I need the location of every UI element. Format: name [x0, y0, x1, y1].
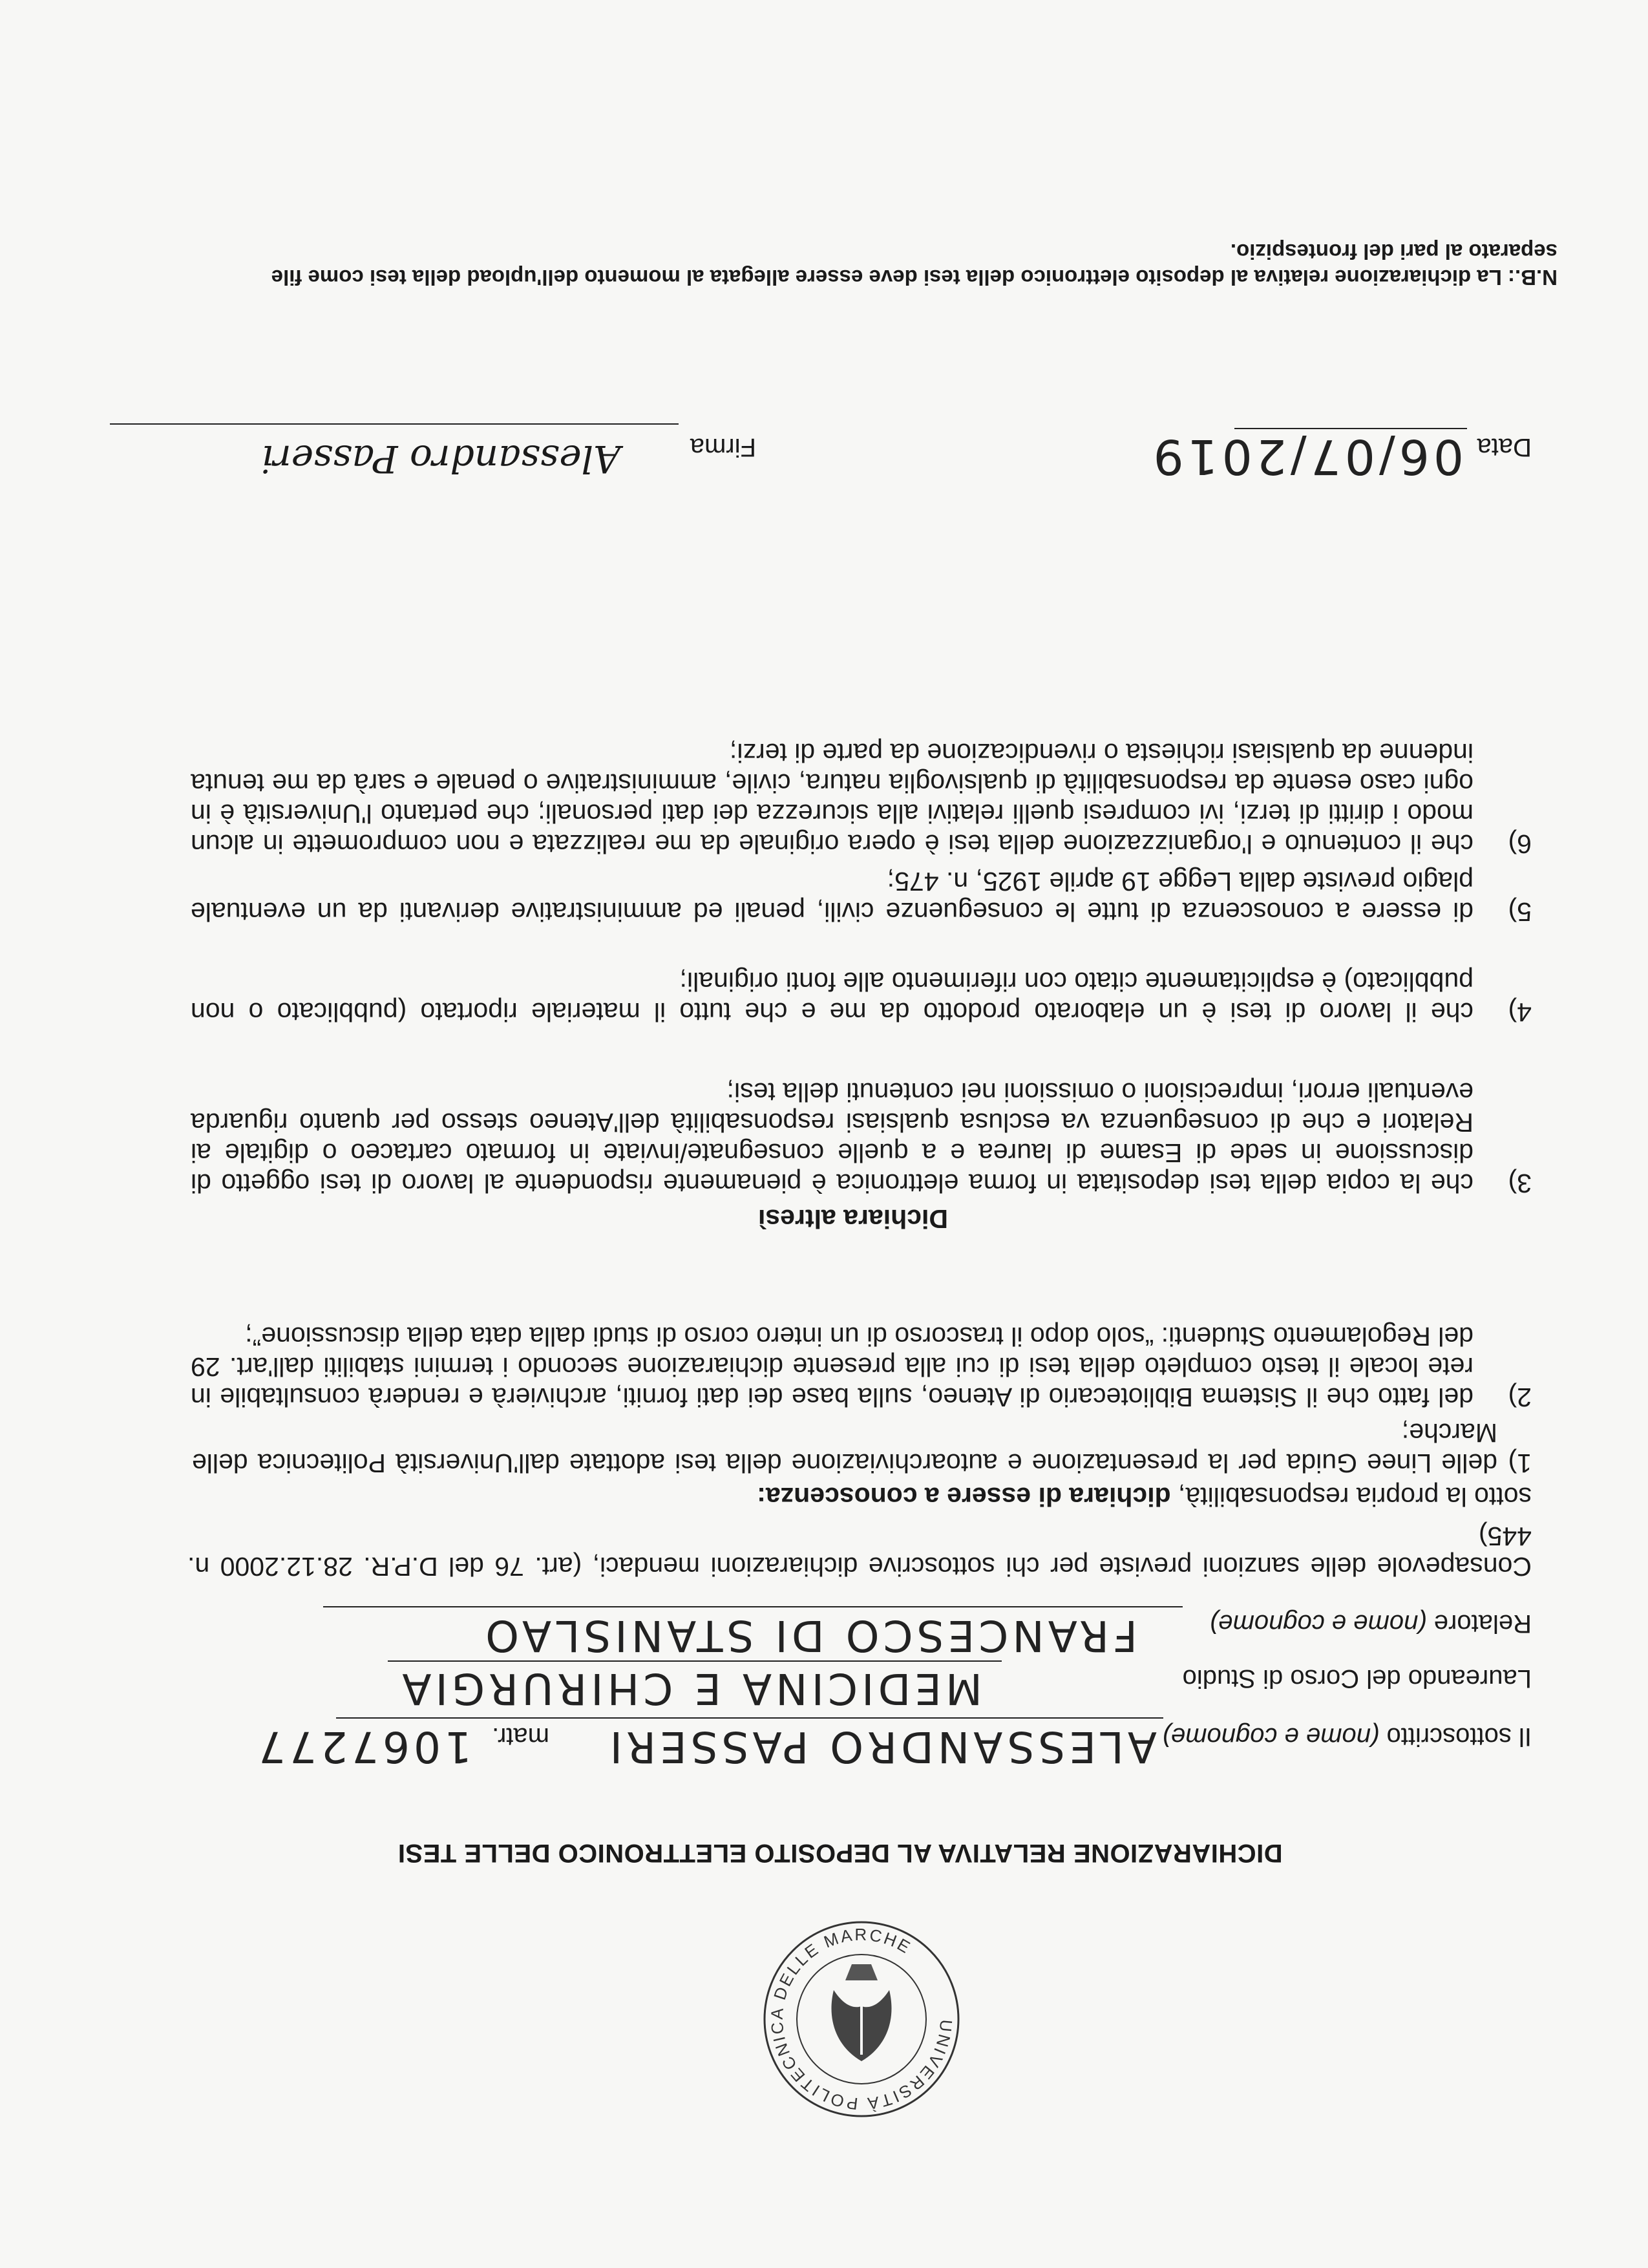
item-1-text: delle Linee Guida per la presentazione e autoarchiviazione della tesi adottate dall'Università Politecnica delle Marche;	[192, 1418, 1497, 1478]
relatore-row	[1210, 1609, 1532, 1638]
item-4-text: che il lavoro di tesi è un elaborato prodotto da me e che tutto il materiale riportato (pubblicato o non pubblicato) è esplicitamente citato con riferimento alle fonti originali;	[191, 967, 1474, 1027]
relatore-underline	[323, 1606, 1183, 1607]
sottoscritto-hint: (nome e cognome)	[1162, 1722, 1380, 1751]
data-underline	[1234, 428, 1467, 429]
consapevole-text: Consapevole delle sanzioni previste per chi sottoscrive dichiarazioni mendaci, (art. 76 del D.P.R. 28.12.2000 n. 445)	[187, 1521, 1532, 1582]
item-2-num: 2)	[1508, 1383, 1532, 1412]
data-value: 06/07/2019	[1149, 429, 1464, 484]
relatore-value: FRANCESCO DI STANISLAO	[481, 1611, 1137, 1660]
responsabilita-text: sotto la propria responsabilità,	[1178, 1482, 1532, 1512]
university-seal-icon	[761, 1919, 962, 2119]
item-3-text: che la copia della tesi depositata in forma elettronica è pienamente rispondente al lavoro di tesi oggetto di discussione in sede di Esame di laurea e a quelle consegnate/inviate in formato cartaceo o digitale ai Relatori e che di conseguenza va esclusa qualsiasi responsabilità dell'Ateneo stesso per quanto riguarda eventuali errori, imprecisioni o omissioni nei contenuti della tesi;	[191, 1077, 1474, 1198]
seal-ring-text: UNIVERSITÀ POLITECNICA DELLE MARCHE	[766, 1924, 956, 2114]
dichiara-altresi-heading: Dichiara altresì	[758, 1204, 948, 1234]
sottoscritto-underline	[336, 1717, 1163, 1719]
firma-label: Firma	[690, 433, 756, 461]
corso-label: Laureando del Corso di Studio	[1182, 1664, 1532, 1693]
item-4-num: 4)	[1508, 997, 1532, 1027]
item-6-num: 6)	[1508, 829, 1532, 859]
sottoscritto-row	[1163, 1722, 1532, 1751]
relatore-hint: (nome e cognome)	[1209, 1609, 1427, 1638]
sottoscritto-label: Il sottoscritto	[1386, 1722, 1532, 1751]
page-title: DICHIARAZIONE RELATIVA AL DEPOSITO ELETTRONICO DELLE TESI	[397, 1839, 1283, 1867]
responsabilita-row	[174, 1481, 1532, 1512]
matricola-label: matr.	[492, 1722, 549, 1751]
matricola-value: 1067277	[255, 1722, 472, 1772]
item-5-num: 5)	[1508, 897, 1532, 927]
item-3-num: 3)	[1508, 1169, 1532, 1198]
corso-underline	[388, 1660, 1002, 1662]
item-2-text: del fatto che il Sistema Bibliotecario di Ateneo, sulla base dei dati forniti, archivierà e renderà consultabile in rete locale il testo completo della tesi di cui alla presente dichiarazione secondo i termini stabiliti dall'art. 29 del Regolamento Studenti: “solo dopo il trascorso di un intero corso di studi dalla data della discussione”;	[191, 1322, 1474, 1412]
sottoscritto-value: ALESSANDRO PASSERI	[606, 1722, 1157, 1772]
corso-value: MEDICINA E CHIRURGIA	[398, 1664, 982, 1713]
data-label: Data	[1477, 433, 1532, 461]
firma-underline	[110, 423, 679, 425]
item-5-text: di essere a conoscenza di tutte le conseguenze civili, penali ed amministrative derivanti da un eventuale plagio previste dalla Legge 19 aprile 1925, n. 475;	[191, 867, 1474, 927]
firma-signature: Alessandro Passeri	[261, 437, 620, 481]
nota-text: N.B.: La dichiarazione relativa al deposito elettronico della tesi deve essere allegata al momento dell'upload della tesi come file separato al pari del frontespizio.	[271, 240, 1558, 290]
relatore-label: Relatore	[1433, 1609, 1532, 1638]
dichiara-conoscenza-text: dichiara di essere a conoscenza:	[757, 1482, 1171, 1512]
item-6-text: che il contenuto e l'organizzazione della tesi è opera originale da me realizzata e non compromette in alcun modo i diritti di terzi, ivi compresi quelli relativi alla sicurezza dei dati personali; che pertanto l'Università è in ogni caso esente da responsabilità di qualsivoglia natura, civile, amministrative o penale e sarà da me tenuta indenne da qualsiasi richiesta o rivendicazione da parte di terzi;	[191, 738, 1474, 859]
item-1-num: 1)	[1508, 1448, 1532, 1478]
